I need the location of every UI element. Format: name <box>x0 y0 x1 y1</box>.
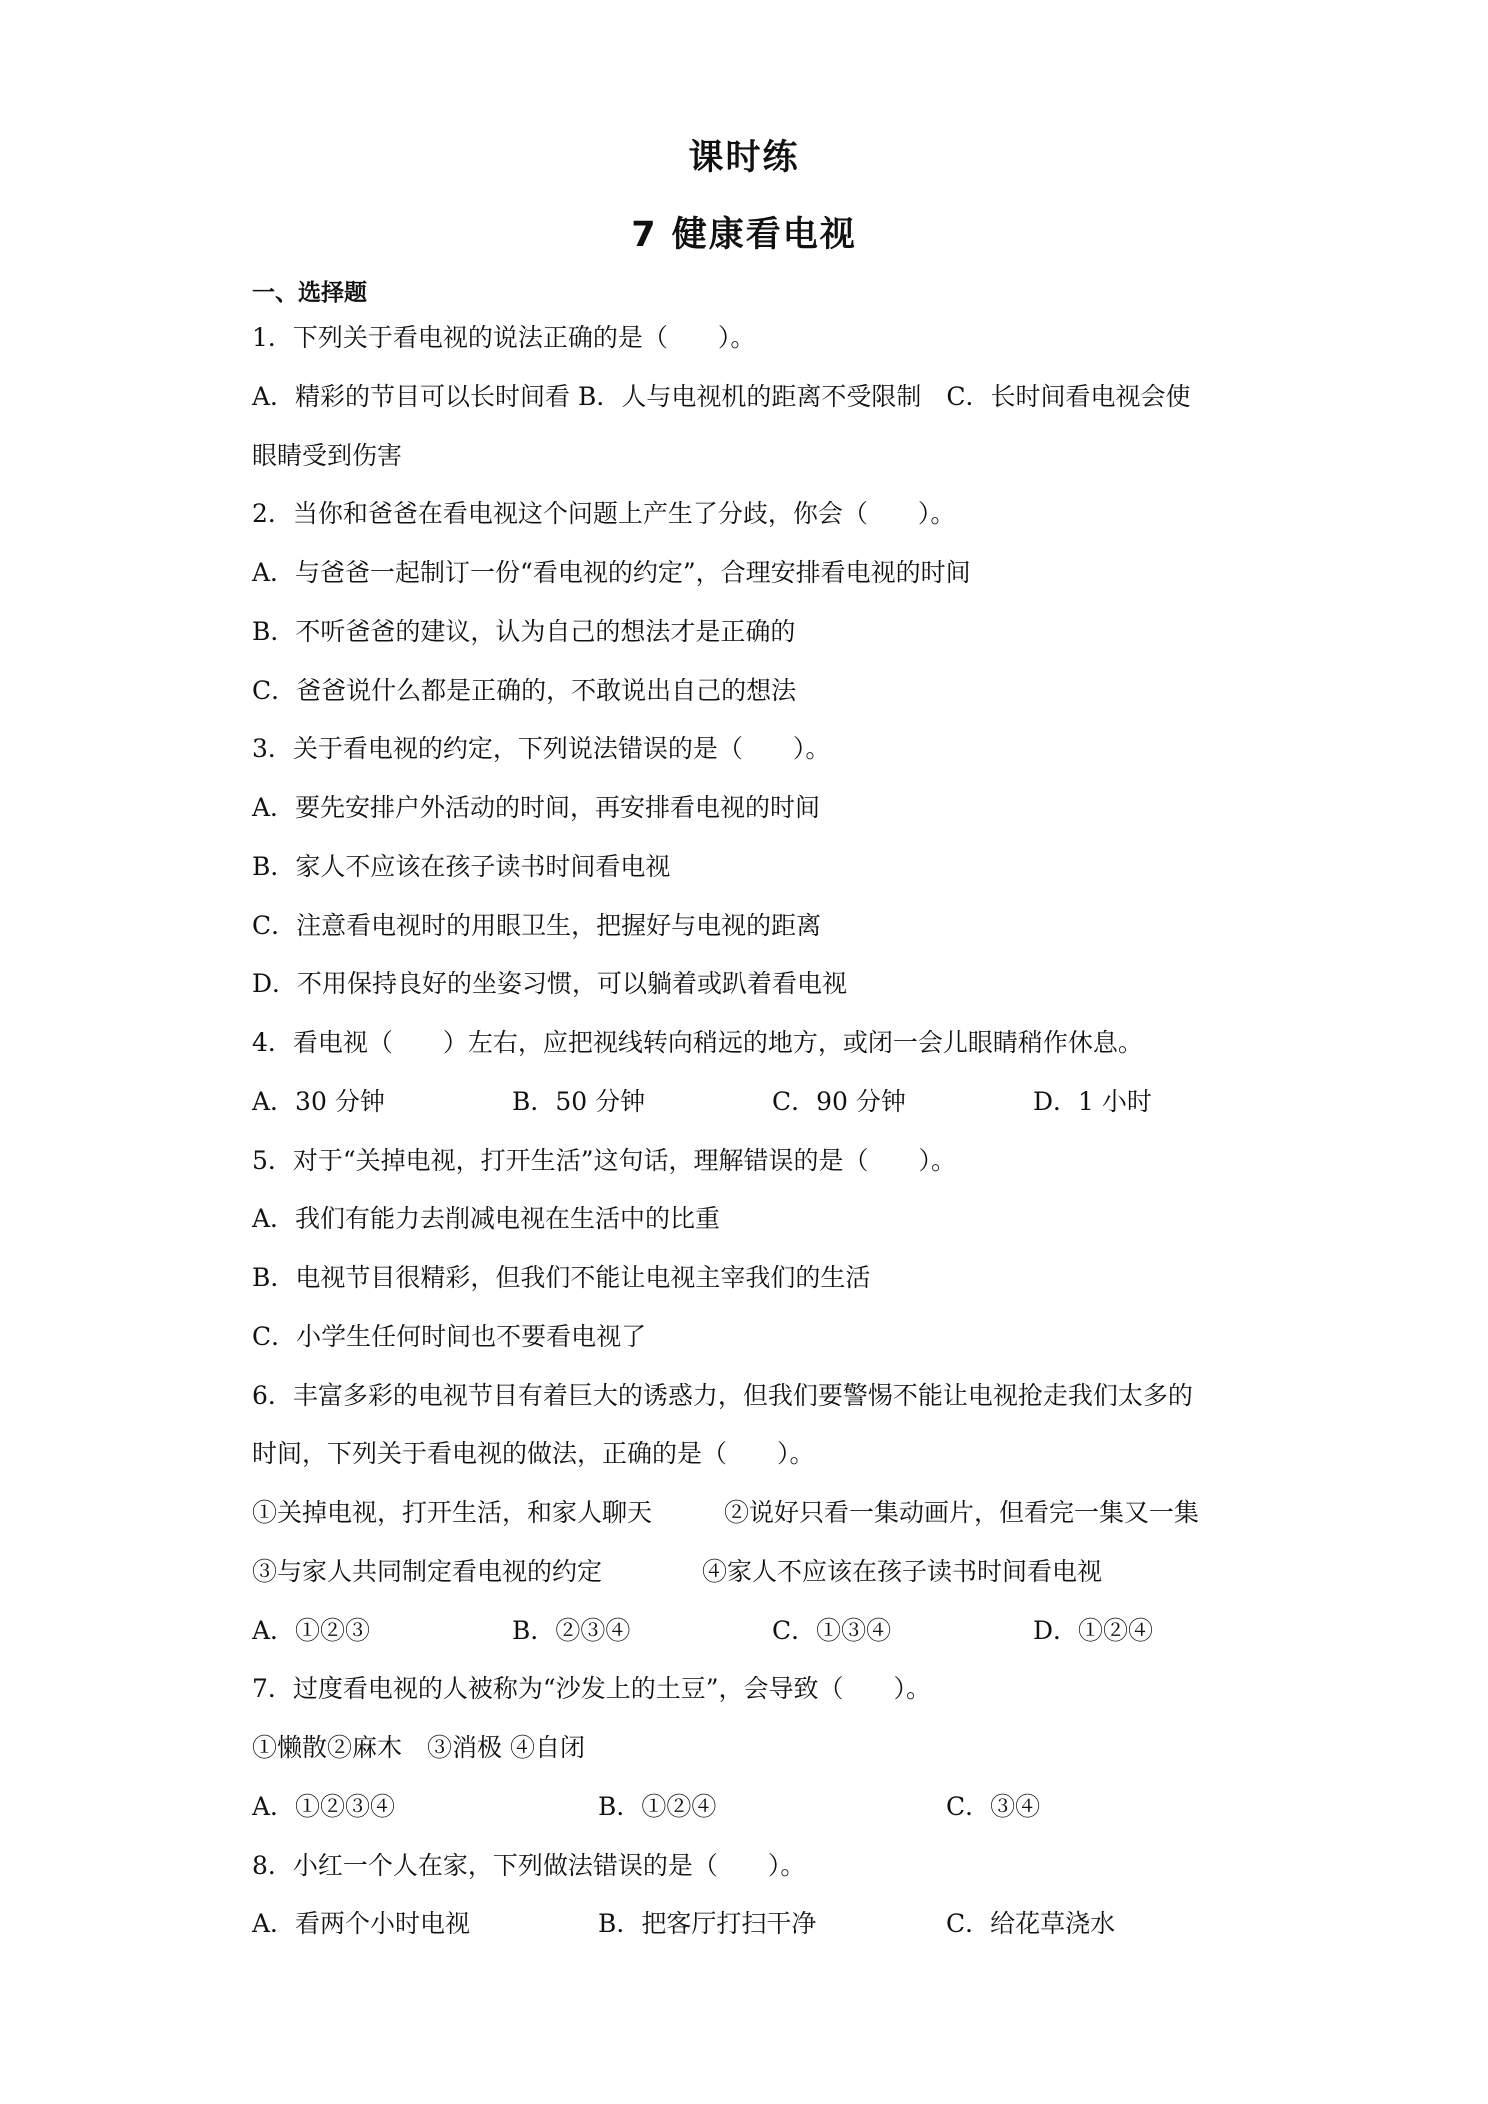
question-7-option-b: B．①②④ <box>598 1792 717 1821</box>
question-3-option-c: C．注意看电视时的用眼卫生，把握好与电视的距离 <box>252 911 822 940</box>
question-4-option-d: D．1 小时 <box>1033 1087 1152 1116</box>
question-3-stem: 3．关于看电视的约定，下列说法错误的是（ ）。 <box>252 734 831 763</box>
question-5-option-b: B．电视节目很精彩，但我们不能让电视主宰我们的生活 <box>252 1263 871 1292</box>
question-6-statement-2: ②说好只看一集动画片，但看完一集又一集 <box>724 1498 1200 1527</box>
question-6-stem-cont: 时间，下列关于看电视的做法，正确的是（ ）。 <box>252 1439 815 1468</box>
question-5-stem: 5．对于“关掉电视，打开生活”这句话，理解错误的是（ ）。 <box>252 1146 956 1175</box>
section-heading: 一、选择题 <box>252 280 367 306</box>
question-1-options-cont: 眼睛受到伤害 <box>252 441 403 470</box>
question-2-stem: 2．当你和爸爸在看电视这个问题上产生了分歧，你会（ ）。 <box>252 499 956 528</box>
question-2-option-a: A．与爸爸一起制订一份“看电视的约定”，合理安排看电视的时间 <box>252 558 971 587</box>
question-3-option-a: A．要先安排户外活动的时间，再安排看电视的时间 <box>252 793 821 822</box>
question-6-option-c: C．①③④ <box>772 1616 892 1645</box>
question-3-option-b: B．家人不应该在孩子读书时间看电视 <box>252 852 671 881</box>
question-7-statements: ①懒散②麻木 ③消极 ④自闭 <box>252 1733 585 1762</box>
question-6-statement-3: ③与家人共同制定看电视的约定 <box>252 1557 603 1586</box>
question-8-stem: 8．小红一个人在家，下列做法错误的是（ ）。 <box>252 1851 806 1880</box>
question-5-option-c: C．小学生任何时间也不要看电视了 <box>252 1322 647 1351</box>
question-2-option-b: B．不听爸爸的建议，认为自己的想法才是正确的 <box>252 617 796 646</box>
question-6-statement-1: ①关掉电视，打开生活，和家人聊天 <box>252 1498 653 1527</box>
question-1-options: A．精彩的节目可以长时间看 B．人与电视机的距离不受限制 C．长时间看电视会使 <box>252 382 1191 411</box>
question-7-option-a: A．①②③④ <box>252 1792 396 1821</box>
question-6-statement-4: ④家人不应该在孩子读书时间看电视 <box>702 1557 1103 1586</box>
question-6-option-a: A．①②③ <box>252 1616 371 1645</box>
question-6-option-d: D．①②④ <box>1033 1616 1154 1645</box>
question-8-option-b: B．把客厅打扫干净 <box>598 1909 817 1938</box>
worksheet-title: 课时练 <box>688 138 800 178</box>
question-3-option-d: D．不用保持良好的坐姿习惯，可以躺着或趴着看电视 <box>252 969 848 998</box>
question-7-stem: 7．过度看电视的人被称为“沙发上的土豆”，会导致（ ）。 <box>252 1674 931 1703</box>
question-2-option-c: C．爸爸说什么都是正确的，不敢说出自己的想法 <box>252 676 797 705</box>
question-4-option-b: B．50 分钟 <box>512 1087 646 1116</box>
question-4-option-a: A．30 分钟 <box>252 1087 385 1116</box>
question-8-option-a: A．看两个小时电视 <box>252 1909 471 1938</box>
question-1-stem: 1．下列关于看电视的说法正确的是（ ）。 <box>252 323 756 352</box>
question-8-option-c: C．给花草浇水 <box>946 1909 1116 1938</box>
question-6-option-b: B．②③④ <box>512 1616 631 1645</box>
question-5-option-a: A．我们有能力去削减电视在生活中的比重 <box>252 1204 721 1233</box>
lesson-title: 7 健康看电视 <box>631 215 857 255</box>
question-7-option-c: C．③④ <box>946 1792 1041 1821</box>
question-4-option-c: C．90 分钟 <box>772 1087 906 1116</box>
question-4-stem: 4．看电视（ ）左右，应把视线转向稍远的地方，或闭一会儿眼睛稍作休息。 <box>252 1028 1143 1057</box>
question-6-stem: 6．丰富多彩的电视节目有着巨大的诱惑力，但我们要警惕不能让电视抢走我们太多的 <box>252 1381 1193 1410</box>
